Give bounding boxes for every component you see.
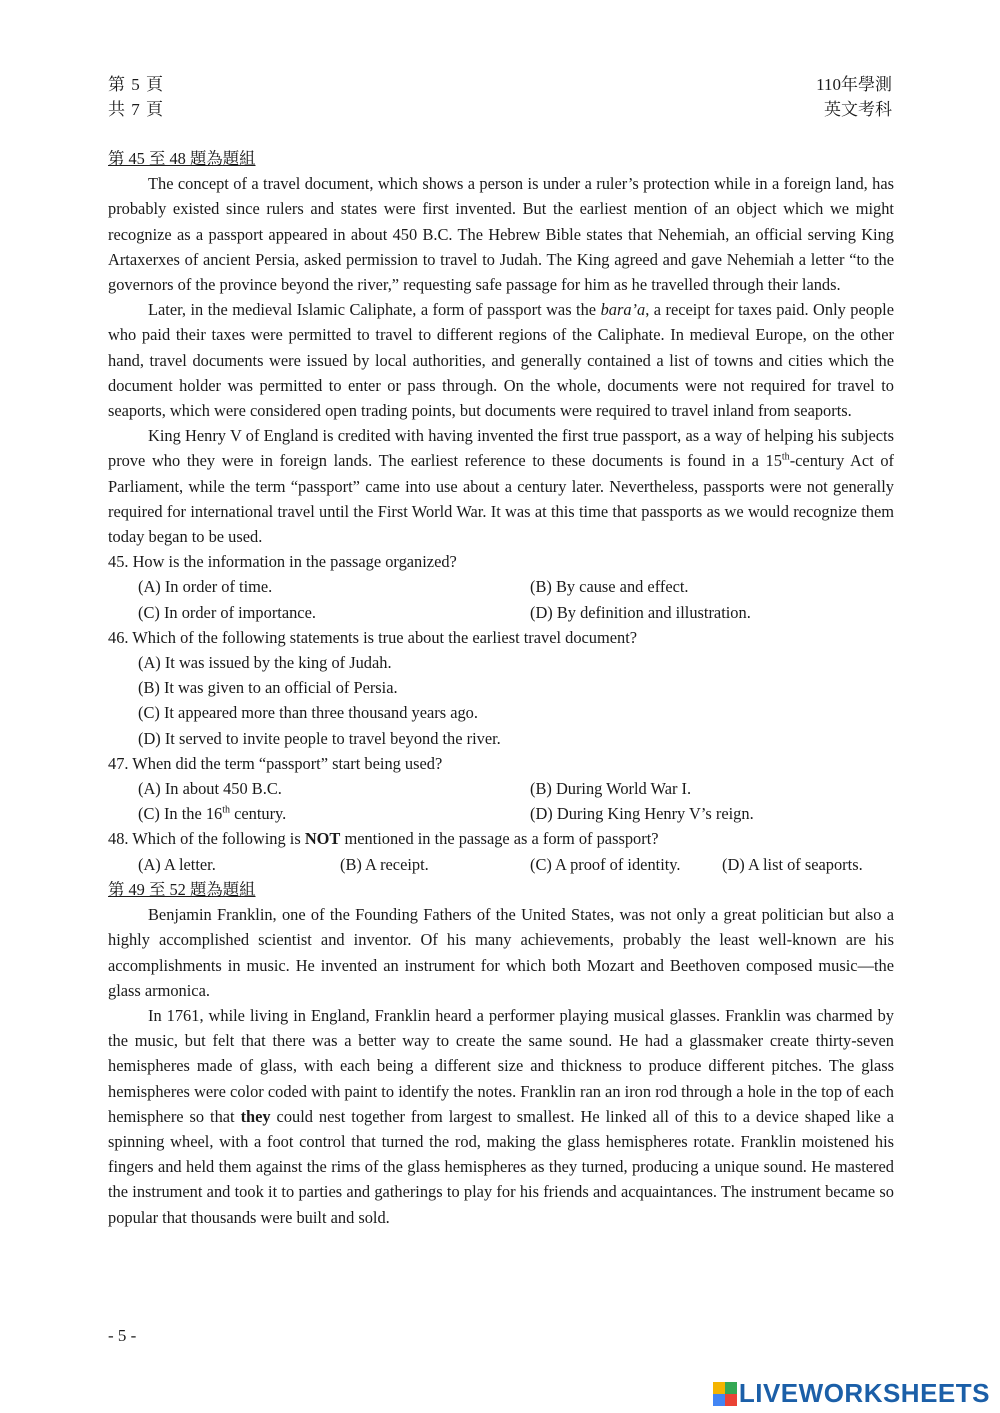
question-48 [108, 826, 894, 876]
option-c: (C) In order of importance. [138, 602, 316, 622]
option-d: (D) A list of seaports. [722, 854, 863, 874]
option-b: (B) It was given to an official of Persia. [138, 678, 398, 698]
group-title-49-52: 第 49 至 52 題為題組 [108, 879, 256, 899]
question-stem: 45. How is the information in the passage organized? [108, 552, 457, 572]
option-a: (A) In about 450 B.C. [138, 779, 282, 799]
option-row [108, 852, 894, 877]
passage1-paragraph-1: The concept of a travel document, which shows a person is under a ruler’s protection while in a foreign land, has probably existed since rulers and states were first invented. But the earliest mention of an object which we might recognize as a passport appeared in about 450 B.C. The Hebrew Bible states that Nehemiah, an official serving King Artaxerxes of ancient Persia, asked permission to travel to Judah. The King agreed and gave Nehemiah a letter “to the governors of the province beyond the river,” requesting safe passage for him as he travelled through their lands. [108, 174, 894, 295]
option-grid [108, 776, 894, 826]
option-b: (B) During World War I. [530, 779, 692, 799]
option-a: (A) In order of time. [138, 577, 273, 597]
passage2-paragraph-2: In 1761, while living in England, Franklin heard a performer playing musical glasses. Franklin was charmed by the music, but felt that there was a better way to create the same sound. He had a glassmaker create thirty-seven hemispheres made of glass, with each being a different size and thickness to produce different pitches. The glass hemispheres were color coded with paint to identify the notes. Franklin ran an iron rod through a hole in the top of each hemisphere so that they could nest together from largest to smallest. He linked all of this to a device shaped like a spinning wheel, with a foot control that turned the rod, making the glass hemispheres rotate. Franklin moistened his fingers and held them against the rims of the glass hemispheres as they turned, producing a unique sound. He mastered the instrument and took it to parties and gatherings to play for his friends and acquaintances. The instrument became so popular that thousands were built and sold. [108, 1005, 894, 1227]
question-46 [108, 625, 894, 751]
total-pages-label: 共 7 頁 [108, 100, 164, 119]
option-b: (B) A receipt. [340, 854, 429, 874]
document-body [108, 146, 894, 1230]
subject-label: 英文考科 [824, 100, 892, 119]
passage1-paragraph-3: King Henry V of England is credited with having invented the first true passport, as a way of helping his subjects prove who they were in foreign lands. The earliest reference to these documents is found in a 15th-century Act of Parliament, while the term “passport” came into use about a century later. Nevertheless, passports were not generally required for international travel until the First World War. It was at this time that passports as we would recognize them today began to be used. [108, 426, 895, 547]
option-b: (B) By cause and effect. [530, 577, 689, 597]
option-d: (D) By definition and illustration. [530, 602, 751, 622]
question-47 [108, 751, 894, 827]
option-a: (A) It was issued by the king of Judah. [138, 653, 392, 673]
option-d: (D) It served to invite people to travel beyond the river. [138, 728, 501, 748]
page-number: - 5 - [108, 1326, 137, 1345]
emphasis-not: NOT [304, 829, 341, 849]
question-stem: 46. Which of the following statements is true about the earliest travel document? [108, 627, 638, 647]
question-45 [108, 549, 894, 625]
option-c: (C) In the 16th century. [138, 804, 287, 824]
liveworksheets-logo-icon [713, 1382, 737, 1406]
liveworksheets-footer[interactable] [713, 1378, 990, 1409]
passage2-paragraph-1: Benjamin Franklin, one of the Founding Fathers of the United States, was not only a great politician but also a highly accomplished scientist and inventor. Of his many achievements, probably the least well-known are his accomplishments in music. He invented an instrument for which both Mozart and Beethoven composed music—the glass armonica. [108, 905, 894, 1000]
question-stem: 47. When did the term “passport” start being used? [108, 753, 443, 773]
page-label: 第 5 頁 [108, 75, 164, 94]
option-d: (D) During King Henry V’s reign. [530, 804, 754, 824]
option-list [108, 650, 894, 751]
passage1-paragraph-2: Later, in the medieval Islamic Caliphate, a form of passport was the bara’a, a receipt for taxes paid. Only people who paid their taxes were permitted to travel to different regions of the Caliphate. In medieval Europe, on the other hand, travel documents were issued by local authorities, and generally contained a list of towns and cities which the document holder was permitted to enter or pass through. On the whole, documents were not required for travel to seaports, which were considered open trading points, but documents were required to travel inland from seaports. [108, 300, 894, 421]
exam-year: 110年學測 [816, 75, 892, 94]
page-header-right [816, 72, 892, 122]
question-stem: 48. Which of the following is NOT mentioned in the passage as a form of passport? [108, 829, 659, 849]
italic-term: bara’a [600, 300, 646, 320]
emphasis-they: they [240, 1106, 271, 1126]
page-header-left [108, 72, 164, 122]
option-a: (A) A letter. [138, 854, 216, 874]
option-c: (C) It appeared more than three thousand years ago. [138, 703, 478, 723]
group-title-45-48: 第 45 至 48 題為題組 [108, 149, 256, 168]
option-grid [108, 574, 894, 624]
option-c: (C) A proof of identity. [530, 854, 681, 874]
brand-name: LIVEWORKSHEETS [738, 1378, 990, 1408]
